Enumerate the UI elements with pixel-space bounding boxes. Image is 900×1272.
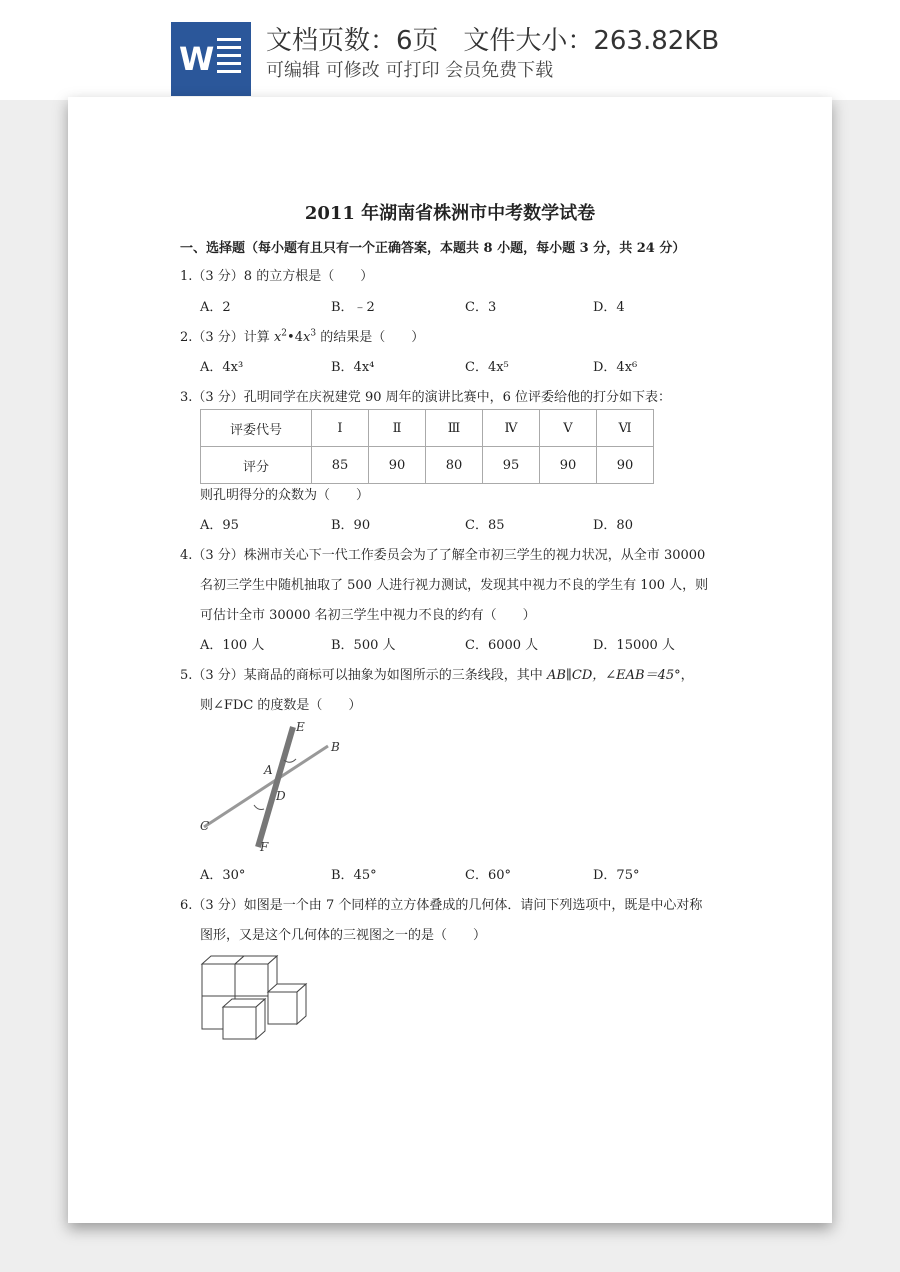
question-4-line-1: 4.（3 分）株洲市关心下一代工作委员会为了了解全市初三学生的视力状况，从全市 30000 [180,548,706,563]
table-cell: Ⅱ [369,410,426,447]
question-5-line-1: 5.（3 分）某商品的商标可以抽象为如图所示的三条线段，其中 AB∥CD，∠EAB＝45°， [180,668,694,683]
question-3-followup: 则孔明得分的众数为（ ） [200,488,370,503]
table-cell: 90 [597,447,654,484]
file-info-title: 文档页数：6页 文件大小：263.82KB [266,26,720,56]
q5-option-b: B．45° [331,868,377,883]
point-label-c: C [200,819,210,833]
exam-title: 2011 年湖南省株洲市中考数学试卷 [304,203,596,224]
table-cell: Ⅳ [483,410,540,447]
point-label-a: A [264,763,273,777]
question-4-line-2: 名初三学生中随机抽取了 500 人进行视力测试，发现其中视力不良的学生有 100 人，则 [200,578,709,593]
q3-option-a: A．95 [200,518,239,533]
table-cell: 评委代号 [201,410,312,447]
question-1-stem: 1.（3 分）8 的立方根是（ ） [180,269,374,284]
point-label-d: D [276,789,286,803]
q2-option-a: A．4x³ [200,360,244,375]
table-row [201,410,654,447]
table-cell: Ⅰ [312,410,369,447]
file-info-subtitle: 可编辑 可修改 可打印 会员免费下载 [266,60,554,81]
q5-option-d: D．75° [593,868,640,883]
trademark-line-figure [188,717,368,857]
table-row [201,447,654,484]
question-3-stem: 3.（3 分）孔明同学在庆祝建党 90 周年的演讲比赛中，6 位评委给他的打分如下表： [180,390,672,405]
angle-arc-d [254,805,264,810]
q3-option-c: C．85 [465,518,505,533]
word-document-icon [171,22,251,96]
table-cell: 评分 [201,447,312,484]
q1-option-d: D．4 [593,300,625,315]
q1-option-b: B．﹣2 [331,300,375,315]
table-cell: Ⅲ [426,410,483,447]
point-label-e: E [296,720,305,734]
word-icon-letter: W [179,40,215,78]
q5-option-a: A．30° [200,868,246,883]
table-cell: 80 [426,447,483,484]
question-6-line-1: 6.（3 分）如图是一个由 7 个同样的立方体叠成的几何体．请问下列选项中，既是中心对称 [180,898,703,913]
q2-option-c: C．4x⁵ [465,360,509,375]
table-cell: Ⅴ [540,410,597,447]
q3-option-d: D．80 [593,518,633,533]
score-table [200,409,654,484]
q4-option-a: A．100 人 [200,638,265,653]
q5-option-c: C．60° [465,868,511,883]
table-cell: Ⅵ [597,410,654,447]
download-header [0,0,900,100]
section-heading: 一、选择题（每小题有且只有一个正确答案，本题共 8 小题，每小题 3 分，共 24 分） [180,241,686,256]
q4-option-d: D．15000 人 [593,638,675,653]
stacked-cubes-figure [201,952,311,1042]
q3-option-b: B．90 [331,518,371,533]
table-cell: 90 [369,447,426,484]
q2-option-d: D．4x⁶ [593,360,638,375]
q1-option-a: A．2 [200,300,231,315]
point-label-b: B [331,740,340,754]
q4-option-b: B．500 人 [331,638,396,653]
q2-option-b: B．4x⁴ [331,360,375,375]
table-cell: 90 [540,447,597,484]
point-label-f: F [260,840,269,854]
q1-option-c: C．3 [465,300,497,315]
q4-option-c: C．6000 人 [465,638,539,653]
question-6-line-2: 图形，又是这个几何体的三视图之一的是（ ） [200,928,487,943]
question-5-line-2: 则∠FDC 的度数是（ ） [200,698,362,713]
question-4-line-3: 可估计全市 30000 名初三学生中视力不良的约有（ ） [200,608,536,623]
table-cell: 95 [483,447,540,484]
question-2-stem: 2.（3 分）计算 $x^2•4x^3$ 的结果是（ ） [180,328,425,345]
table-cell: 85 [312,447,369,484]
document-page [68,97,832,1223]
